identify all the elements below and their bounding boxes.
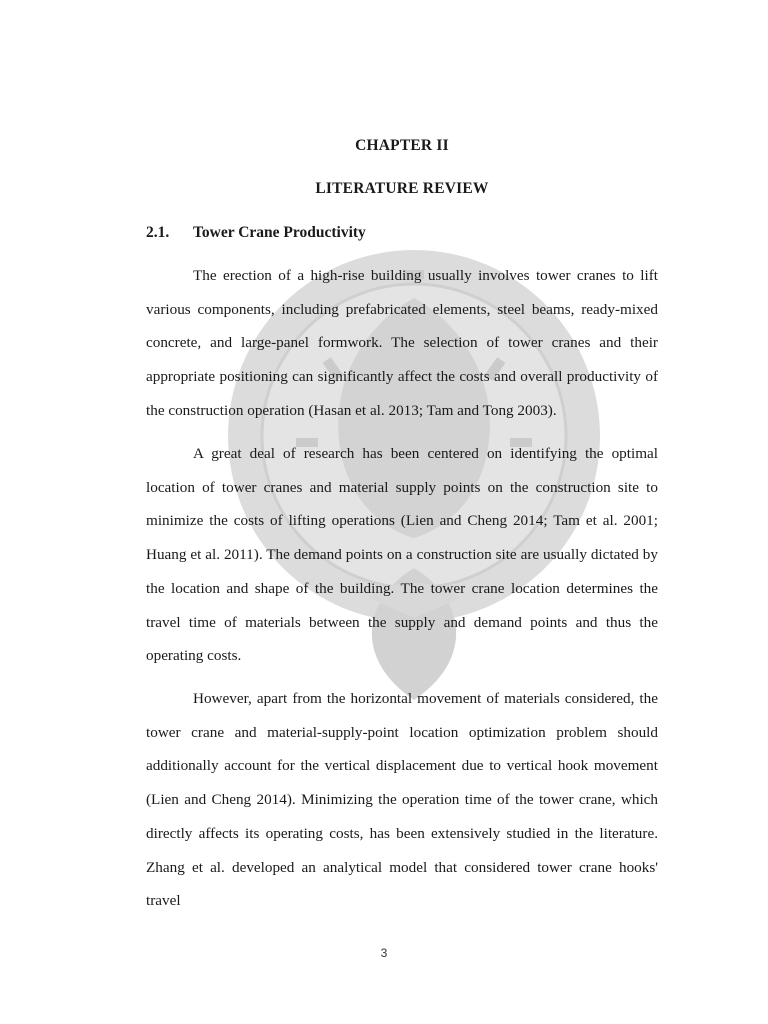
section-heading	[146, 224, 658, 242]
chapter-label: CHAPTER II	[355, 137, 449, 154]
chapter-title: LITERATURE REVIEW	[315, 180, 489, 197]
section-title: Tower Crane Productivity	[193, 224, 366, 241]
body-paragraph: The erection of a high-rise building usually involves tower cranes to lift various components, including prefabricated elements, steel beams, ready-mixed concrete, and large-panel formwork. The selection of tower cranes and their appropriate positioning can significantly affect the costs and overall productivity of the construction operation (Hasan et al. 2013; Tam and Tong 2003).	[146, 267, 658, 419]
body-paragraph: However, apart from the horizontal movement of materials considered, the tower crane and material-supply-point location optimization problem should additionally account for the vertical displacement due to vertical hook movement (Lien and Cheng 2014). Minimizing the operation time of the tower crane, which directly affects its operating costs, has been extensively studied in the literature. Zhang et al. developed an analytical model that considered tower crane hooks' travel	[146, 690, 658, 910]
page-number: 3	[380, 946, 388, 960]
body-paragraph: A great deal of research has been centered on identifying the optimal location of tower cranes and material supply points on the construction site to minimize the costs of lifting operations (Lien and Cheng 2014; Tam et al. 2001; Huang et al. 2011). The demand points on a construction site are usually dictated by the location and shape of the building. The tower crane location determines the travel time of materials between the supply and demand points and thus the operating costs.	[146, 445, 658, 665]
section-number: 2.1.	[146, 224, 170, 241]
